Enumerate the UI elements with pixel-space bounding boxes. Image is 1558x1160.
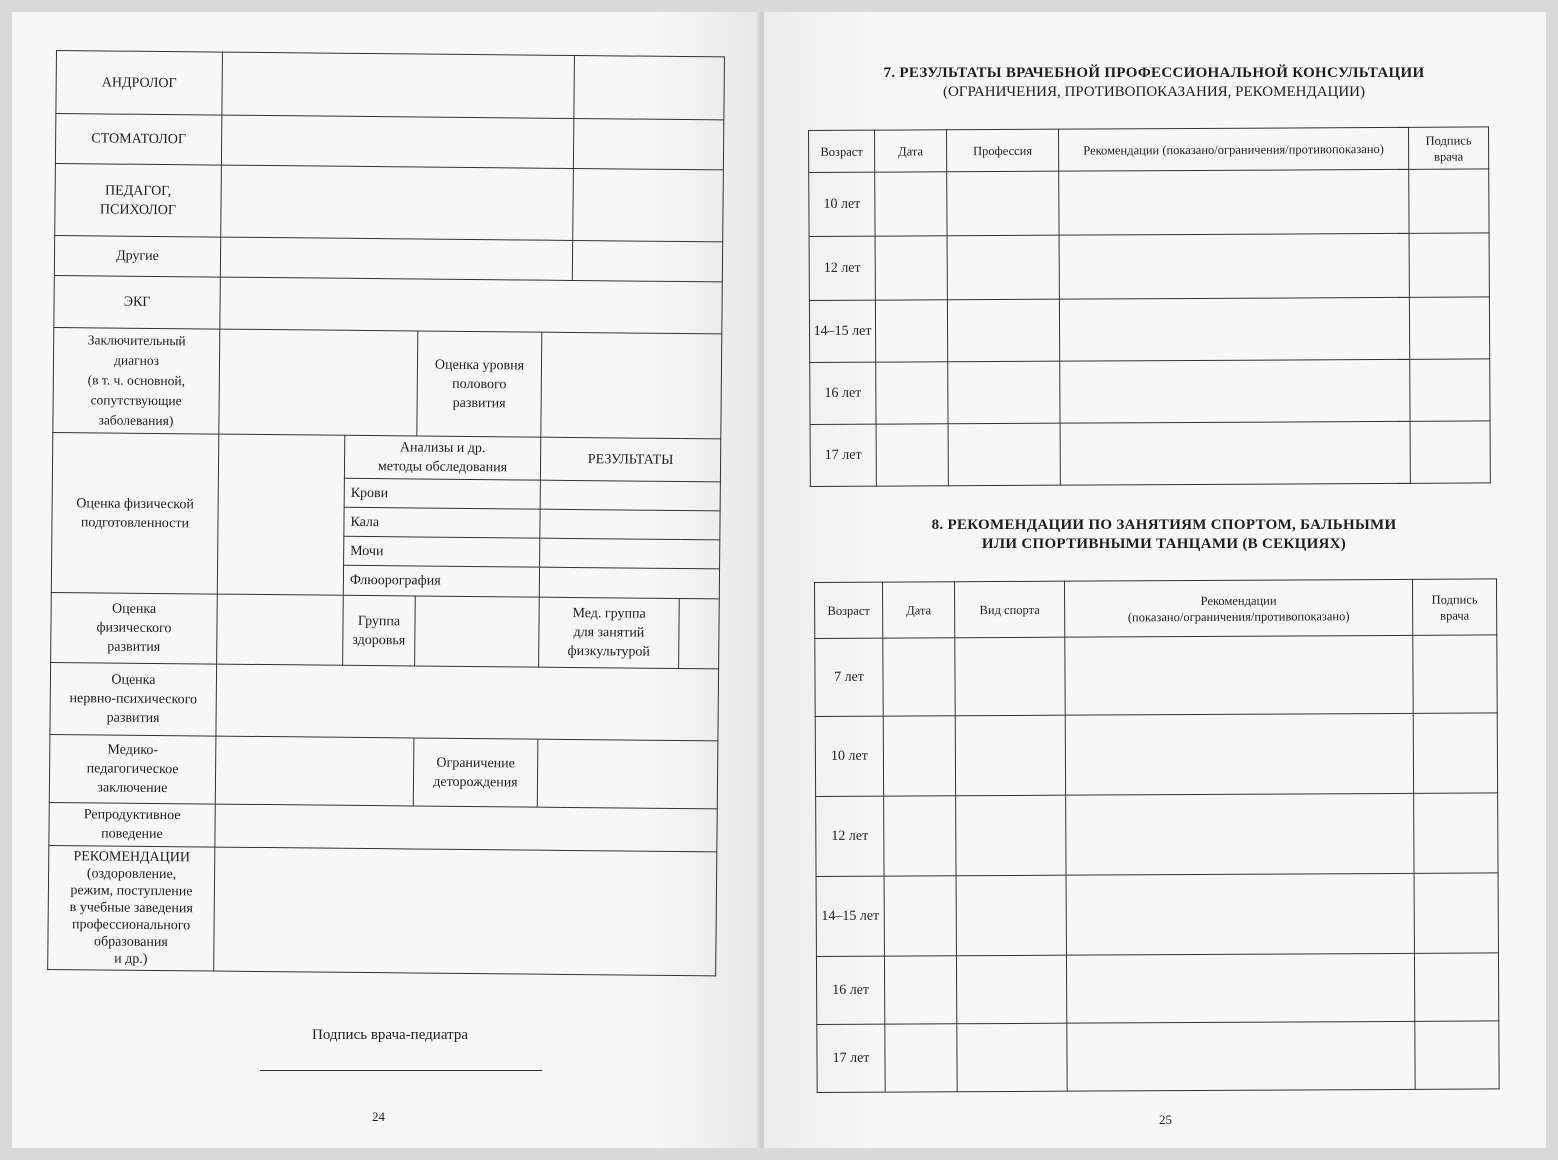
repro-line-1: Репродуктивное (83, 807, 181, 824)
childbearing-line-2: деторождения (433, 774, 518, 790)
pc-age-cell: 10 лет (809, 172, 875, 236)
medpedagogical-entry-cell[interactable] (215, 736, 414, 806)
childbearing-entry-cell[interactable] (537, 739, 718, 809)
profconsult-table (808, 126, 1491, 487)
medped-line-2: педагогическое (86, 761, 179, 778)
reproductive-label (49, 802, 215, 847)
teacher-label-line1: ПЕДАГОГ, (104, 182, 172, 199)
pc-age-cell: 14–15 лет (809, 300, 875, 362)
pc-signature-cell[interactable] (1410, 359, 1490, 421)
pc-profession-cell[interactable] (948, 423, 1060, 486)
medped-line-1: Медико- (107, 742, 159, 759)
sp-recommendation-cell[interactable] (1066, 793, 1414, 875)
sp-recommendation-cell[interactable] (1067, 1021, 1415, 1091)
section8-title-line2: ИЛИ СПОРТИВНЫМИ ТАНЦАМИ (В СЕКЦИЯХ) (981, 536, 1347, 552)
rec-line-1: РЕКОМЕНДАЦИИ (73, 849, 191, 866)
sports-recommendations-table (814, 578, 1500, 1093)
diag-line-3: (в т. ч. основной, (87, 372, 186, 389)
pc-recommendation-cell[interactable] (1059, 233, 1409, 299)
rec-line-2: (оздоровление, (86, 866, 177, 883)
tests-header-line-2: методы обследования (377, 459, 508, 476)
pc-recommendation-cell[interactable] (1060, 421, 1410, 485)
pc-recommendation-cell[interactable] (1060, 359, 1410, 423)
pc-profession-cell[interactable] (947, 299, 1059, 362)
sp-sport-cell[interactable] (955, 715, 1065, 796)
sp-header-recommendations (1064, 579, 1412, 637)
neuro-development-entry-cell[interactable] (216, 664, 719, 741)
sp-recommendation-cell[interactable] (1065, 713, 1413, 795)
pc-date-cell[interactable] (876, 362, 948, 424)
fitness-line-1: Оценка физической (76, 495, 195, 512)
pc-date-cell[interactable] (875, 172, 947, 236)
others-label: Другие (54, 235, 220, 277)
pc-header-signature: Подпись врача (1408, 127, 1488, 169)
ecg-label: ЭКГ (54, 275, 220, 329)
dentist-entry-cell[interactable] (221, 115, 573, 168)
test-fluorography: Флюорография (343, 565, 539, 597)
neuro-line-2: нервно-психического (69, 691, 198, 708)
rec-line-4: в учебные заведения (69, 900, 193, 917)
med-group-line-3: физкультурой (567, 643, 650, 660)
neuro-line-3: развития (106, 710, 160, 727)
sp-recommendation-cell[interactable] (1065, 635, 1413, 715)
rec-line-6: образования (93, 934, 168, 951)
sp-recommendation-cell[interactable] (1066, 873, 1414, 955)
left-page (12, 12, 760, 1148)
pc-signature-cell[interactable] (1409, 169, 1489, 233)
test-stool-result[interactable] (540, 509, 720, 540)
ecg-entry-cell[interactable] (220, 277, 722, 334)
diag-line-2: диагноз (113, 352, 160, 369)
sp-date-cell[interactable] (884, 876, 956, 956)
physical-fitness-entry-cell[interactable] (217, 434, 345, 595)
sp-age-cell: 16 лет (816, 956, 884, 1024)
med-group-label (539, 597, 680, 668)
test-urine: Мочи (344, 536, 540, 567)
health-group-line-2: здоровья (352, 632, 406, 648)
sp-header-date: Дата (883, 582, 955, 638)
med-group-entry-cell[interactable] (679, 599, 720, 669)
med-group-line-1: Мед. группа (572, 605, 646, 622)
diag-line-5: заболевания) (98, 412, 174, 429)
final-diagnosis-label (53, 327, 220, 434)
sp-signature-cell[interactable] (1413, 635, 1497, 713)
pc-profession-cell[interactable] (947, 235, 1059, 300)
test-stool: Кала (344, 507, 540, 538)
sp-signature-cell[interactable] (1414, 793, 1498, 873)
diag-line-4: сопутствующие (90, 392, 182, 409)
sp-date-cell[interactable] (884, 796, 956, 876)
section7-title: 7. РЕЗУЛЬТАТЫ ВРАЧЕБНОЙ ПРОФЕССИОНАЛЬНОЙ КОНСУЛЬТАЦИИ (883, 65, 1425, 81)
recommendations-entry-cell[interactable] (214, 847, 717, 976)
others-entry-cell[interactable] (220, 237, 572, 280)
andrologist-entry-cell[interactable] (222, 52, 575, 118)
pc-header-date: Дата (875, 130, 947, 172)
pc-profession-cell[interactable] (948, 361, 1060, 424)
teacher-label-line2: ПСИХОЛОГ (99, 201, 177, 218)
phys-dev-line-1: Оценка (112, 601, 157, 617)
pediatrician-signature-line[interactable] (260, 1070, 542, 1071)
medped-line-3: заключение (97, 780, 168, 797)
pc-date-cell[interactable] (875, 300, 947, 362)
medpedagogical-label (49, 734, 216, 804)
page-number-left: 24 (372, 1109, 385, 1124)
tests-header-line-1: Анализы и др. (399, 440, 486, 457)
sp-signature-cell[interactable] (1414, 873, 1498, 953)
sp-date-cell[interactable] (885, 1024, 957, 1092)
pc-signature-cell[interactable] (1410, 421, 1490, 483)
sp-age-cell: 14–15 лет (816, 876, 884, 956)
childbearing-line-1: Ограничение (436, 755, 515, 771)
sp-header-rec-line1: Рекомендации (1200, 593, 1277, 608)
physical-development-entry-cell[interactable] (217, 594, 344, 665)
dentist-sign-cell[interactable] (573, 118, 723, 169)
sp-header-sport: Вид спорта (955, 581, 1065, 638)
page-number-right: 25 (1159, 1112, 1172, 1127)
pc-header-profession: Профессия (947, 129, 1059, 172)
repro-line-2: поведение (101, 826, 163, 843)
sp-date-cell[interactable] (884, 956, 956, 1024)
section7-subtitle: (ОГРАНИЧЕНИЯ, ПРОТИВОПОКАЗАНИЯ, РЕКОМЕНДАЦИИ) (942, 84, 1366, 100)
sp-header-rec-line2: (показано/ограничения/противопоказано) (1127, 608, 1350, 624)
sp-sport-cell[interactable] (956, 955, 1066, 1024)
health-group-label (343, 595, 416, 666)
andrologist-label: АНДРОЛОГ (56, 51, 223, 116)
sp-signature-cell[interactable] (1415, 1021, 1499, 1089)
sp-recommendation-cell[interactable] (1066, 953, 1414, 1023)
sp-sport-cell[interactable] (957, 1023, 1067, 1092)
test-urine-result[interactable] (540, 538, 720, 569)
diag-line-1: Заключительный (87, 332, 186, 349)
sexual-development-label (417, 331, 542, 437)
health-group-entry-cell[interactable] (415, 596, 540, 667)
sp-age-cell: 17 лет (817, 1024, 885, 1092)
pc-header-age: Возраст (809, 130, 875, 172)
booklet-spread (12, 12, 1546, 1148)
pc-signature-cell[interactable] (1409, 233, 1489, 297)
section8-heading (824, 516, 1504, 554)
sp-signature-cell[interactable] (1414, 953, 1498, 1021)
fitness-line-2: подготовленности (80, 514, 190, 531)
section8-title-line1: 8. РЕКОМЕНДАЦИИ ПО ЗАНЯТИЯМ СПОРТОМ, БАЛЬНЫМИ (931, 517, 1397, 533)
sex-dev-line-3: развития (452, 395, 506, 411)
phys-dev-line-3: развития (107, 639, 161, 656)
pc-profession-cell[interactable] (947, 171, 1059, 236)
dentist-label: СТОМАТОЛОГ (55, 114, 221, 166)
pc-signature-cell[interactable] (1409, 297, 1489, 359)
test-fluorography-result[interactable] (539, 567, 719, 599)
physical-fitness-label (51, 432, 219, 594)
reproductive-entry-cell[interactable] (215, 804, 717, 852)
sp-sport-cell[interactable] (956, 875, 1066, 956)
med-group-line-2: для занятий (573, 624, 645, 641)
tests-header (344, 435, 540, 480)
phys-dev-line-2: физического (96, 620, 172, 637)
sexual-development-entry-cell[interactable] (541, 332, 722, 439)
neuro-development-label (50, 662, 217, 736)
recommendations-label (48, 845, 215, 971)
sp-sport-cell[interactable] (956, 795, 1066, 876)
others-sign-cell[interactable] (572, 240, 722, 281)
test-blood: Крови (344, 478, 540, 509)
right-page (764, 12, 1546, 1148)
section7-heading (804, 64, 1504, 102)
andrologist-sign-cell[interactable] (574, 55, 725, 119)
sp-sport-cell[interactable] (955, 637, 1065, 716)
physical-development-label (51, 592, 218, 664)
pediatrician-signature-label: Подпись врача-педиатра (312, 1027, 468, 1043)
rec-line-7: и др.) (114, 951, 148, 967)
sp-header-age: Возраст (815, 582, 883, 638)
final-diagnosis-entry-cell[interactable] (219, 329, 418, 436)
teacher-entry-cell[interactable] (221, 165, 574, 240)
pc-recommendation-cell[interactable] (1059, 297, 1409, 361)
rec-line-3: режим, поступление (70, 883, 193, 900)
neuro-line-1: Оценка (111, 672, 156, 688)
pc-header-recommendations: Рекомендации (показано/ограничения/противопоказано) (1058, 127, 1408, 171)
sp-date-cell[interactable] (883, 716, 955, 796)
teacher-sign-cell[interactable] (573, 168, 724, 241)
pc-date-cell[interactable] (875, 236, 947, 300)
rec-line-5: профессионального (71, 917, 191, 934)
pc-age-cell: 12 лет (809, 236, 875, 300)
sp-date-cell[interactable] (883, 638, 955, 716)
pc-age-cell: 16 лет (810, 362, 876, 424)
sp-age-cell: 7 лет (815, 638, 883, 716)
teacher-psychologist-label (55, 163, 222, 237)
sp-signature-cell[interactable] (1413, 713, 1497, 793)
medical-exam-table (47, 50, 725, 976)
pc-recommendation-cell[interactable] (1059, 169, 1409, 235)
childbearing-label (413, 738, 538, 807)
sex-dev-line-2: полового (452, 376, 507, 392)
sp-age-cell: 12 лет (816, 796, 884, 876)
pc-date-cell[interactable] (876, 424, 948, 486)
sex-dev-line-1: Оценка уровня (434, 357, 525, 374)
pc-age-cell: 17 лет (810, 424, 876, 486)
test-blood-result[interactable] (540, 480, 720, 511)
results-header: РЕЗУЛЬТАТЫ (540, 437, 720, 482)
sp-header-signature: Подпись врача (1412, 579, 1496, 635)
sp-age-cell: 10 лет (815, 716, 883, 796)
health-group-line-1: Группа (357, 613, 401, 629)
